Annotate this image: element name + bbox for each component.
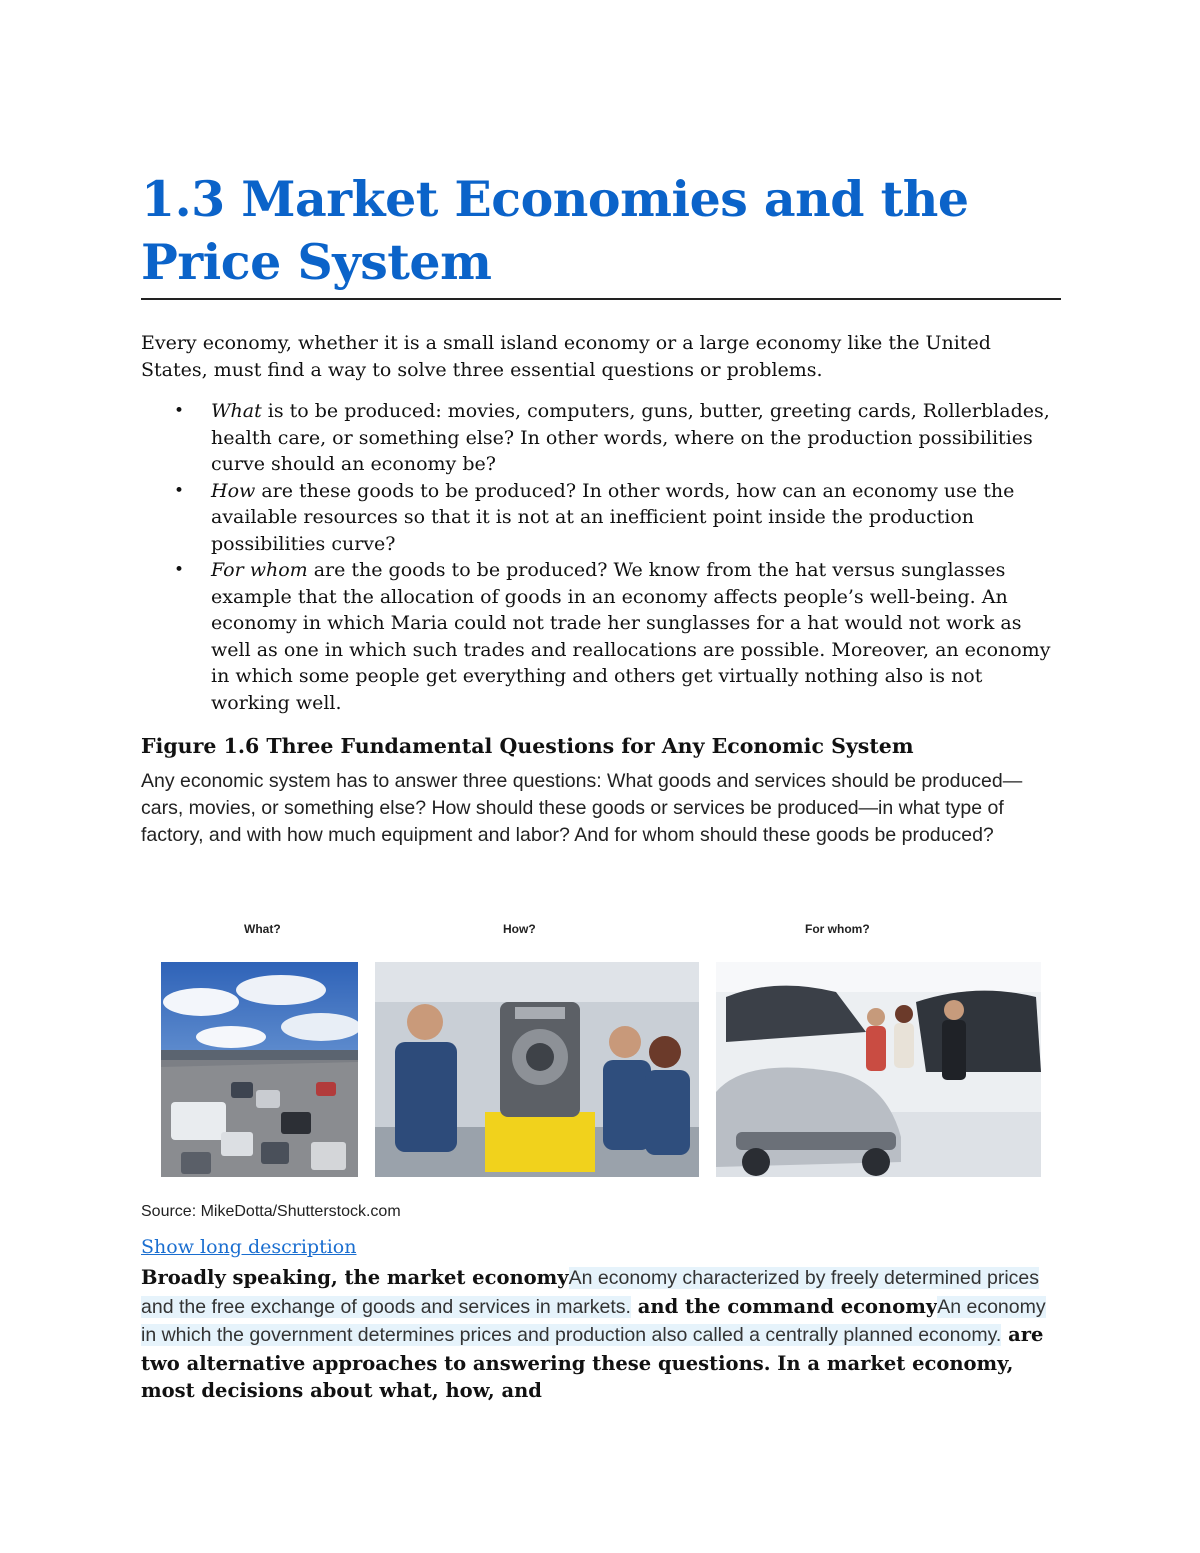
body-text: and the — [630, 1294, 728, 1318]
show-long-description-link[interactable]: Show long description — [141, 1236, 357, 1258]
glossary-definition: An economy in which the government determines prices and production also called a centrally planned economy. — [141, 1295, 1046, 1346]
panel-label-how: How? — [503, 922, 536, 936]
glossary-term-market-economy[interactable]: market economy — [386, 1266, 569, 1289]
bullet-icon: • — [174, 401, 185, 421]
question-lead: For whom — [211, 559, 308, 581]
body-paragraph — [141, 1264, 1056, 1405]
panel-label-for-whom: For whom? — [805, 922, 870, 936]
glossary-term-command-economy[interactable]: command economy — [727, 1294, 938, 1318]
page-title: 1.3 Market Economies and the Price System — [141, 168, 1061, 300]
figure-source: Source: MikeDotta/Shutterstock.com — [141, 1203, 401, 1220]
list-item — [174, 398, 1061, 478]
body-text: are two alternative approaches to answering these questions. In a market economy, most decisions about what, how, and — [141, 1323, 1044, 1402]
question-lead: How — [211, 479, 256, 502]
question-text: are these goods to be produced? In other words, how can an economy use the available resources so that it is not at an inefficient point inside the production possibilities curve? — [211, 479, 1015, 555]
showroom-photo — [716, 962, 1041, 1177]
body-text: Broadly speaking, the — [141, 1266, 387, 1289]
question-text: is to be produced: movies, computers, guns, butter, greeting cards, Rollerblades, health care, or something else? In other words, where on the production possibilities curve should an economy be? — [211, 400, 1050, 475]
factory-photo — [375, 962, 699, 1177]
questions-list — [141, 398, 1061, 716]
glossary-definition: An economy characterized by freely determined prices and the free exchange of goods and services in markets. — [141, 1267, 1039, 1318]
traffic-photo — [161, 962, 358, 1177]
figure-description: Any economic system has to answer three questions: What goods and services should be produced—cars, movies, or something else? How should these goods or services be produced—in what type of factory, and with how much equipment and labor? And for whom should these goods be produced? — [141, 770, 1023, 846]
figure — [141, 922, 1061, 1192]
question-lead: What — [211, 400, 262, 422]
list-item — [174, 478, 1061, 558]
document-page — [141, 168, 1061, 849]
intro-paragraph: Every economy, whether it is a small island economy or a large economy like the United States, must find a way to solve three essential questions or problems. — [141, 332, 991, 381]
bullet-icon: • — [174, 560, 185, 580]
question-text: are the goods to be produced? We know from the hat versus sunglasses example that the allocation of goods in an economy affects people’s well-being. An economy in which Maria could not trade her sunglasses for a hat would not work as well as one in which such trades and reallocations are possible. Moreover, an economy in which some people get everything and others get virtually nothing also is not working well. — [211, 559, 1051, 714]
bullet-icon: • — [174, 480, 185, 501]
figure-caption: Figure 1.6 Three Fundamental Questions for Any Economic System — [141, 734, 914, 758]
panel-label-what: What? — [244, 922, 281, 936]
list-item — [174, 557, 1061, 716]
